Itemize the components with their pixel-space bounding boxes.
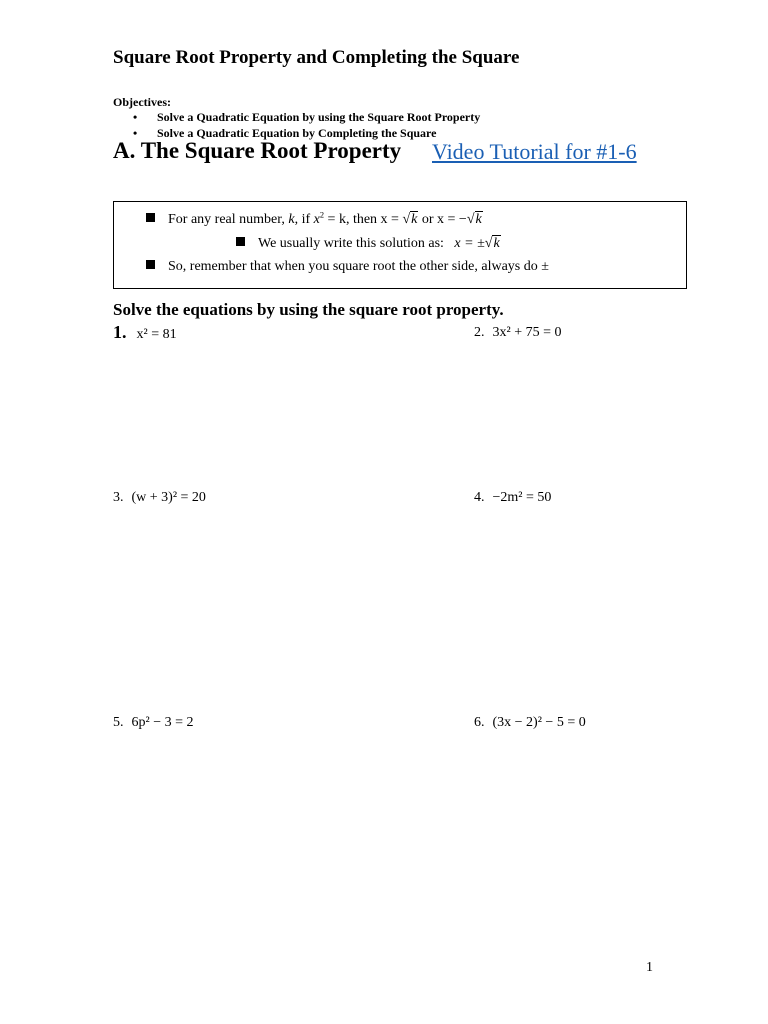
page-title: Square Root Property and Completing the Square <box>113 47 520 68</box>
sqrt-k: √k <box>466 212 482 227</box>
page-number: 1 <box>646 960 653 975</box>
problem-3: 3. (w + 3)² = 20 <box>113 490 206 505</box>
objective-item: • Solve a Quadratic Equation by Completing the Square <box>133 126 437 140</box>
video-tutorial-link[interactable]: Video Tutorial for #1-6 <box>432 139 637 164</box>
bullet-icon: • <box>133 126 138 140</box>
problem-6: 6. (3x − 2)² − 5 = 0 <box>474 715 586 730</box>
bullet-icon: • <box>133 110 138 124</box>
property-line-2: We usually write this solution as: x = ±√k <box>236 235 501 252</box>
sqrt-k: √k <box>402 212 418 227</box>
problem-5: 5. 6p² − 3 = 2 <box>113 715 194 730</box>
problem-2: 2. 3x² + 75 = 0 <box>474 325 562 340</box>
property-box <box>113 201 687 289</box>
objective-item: • Solve a Quadratic Equation by using the Square Root Property <box>133 110 481 124</box>
square-bullet-icon <box>146 260 155 269</box>
square-bullet-icon <box>146 213 155 222</box>
property-line-3: So, remember that when you square root the other side, always do ± <box>146 259 549 275</box>
problem-1: 1. x² = 81 <box>113 322 177 342</box>
section-heading: A. The Square Root Property <box>113 138 402 163</box>
sqrt-k: √k <box>484 236 500 251</box>
property-line-1: For any real number, k, if $x^2 = k$, then x = √k or x = −√k <box>146 211 483 228</box>
instructions: Solve the equations by using the square root property. <box>113 300 504 319</box>
square-bullet-icon <box>236 237 245 246</box>
objectives-heading: Objectives: <box>113 95 171 109</box>
problem-4: 4. −2m² = 50 <box>474 490 552 505</box>
